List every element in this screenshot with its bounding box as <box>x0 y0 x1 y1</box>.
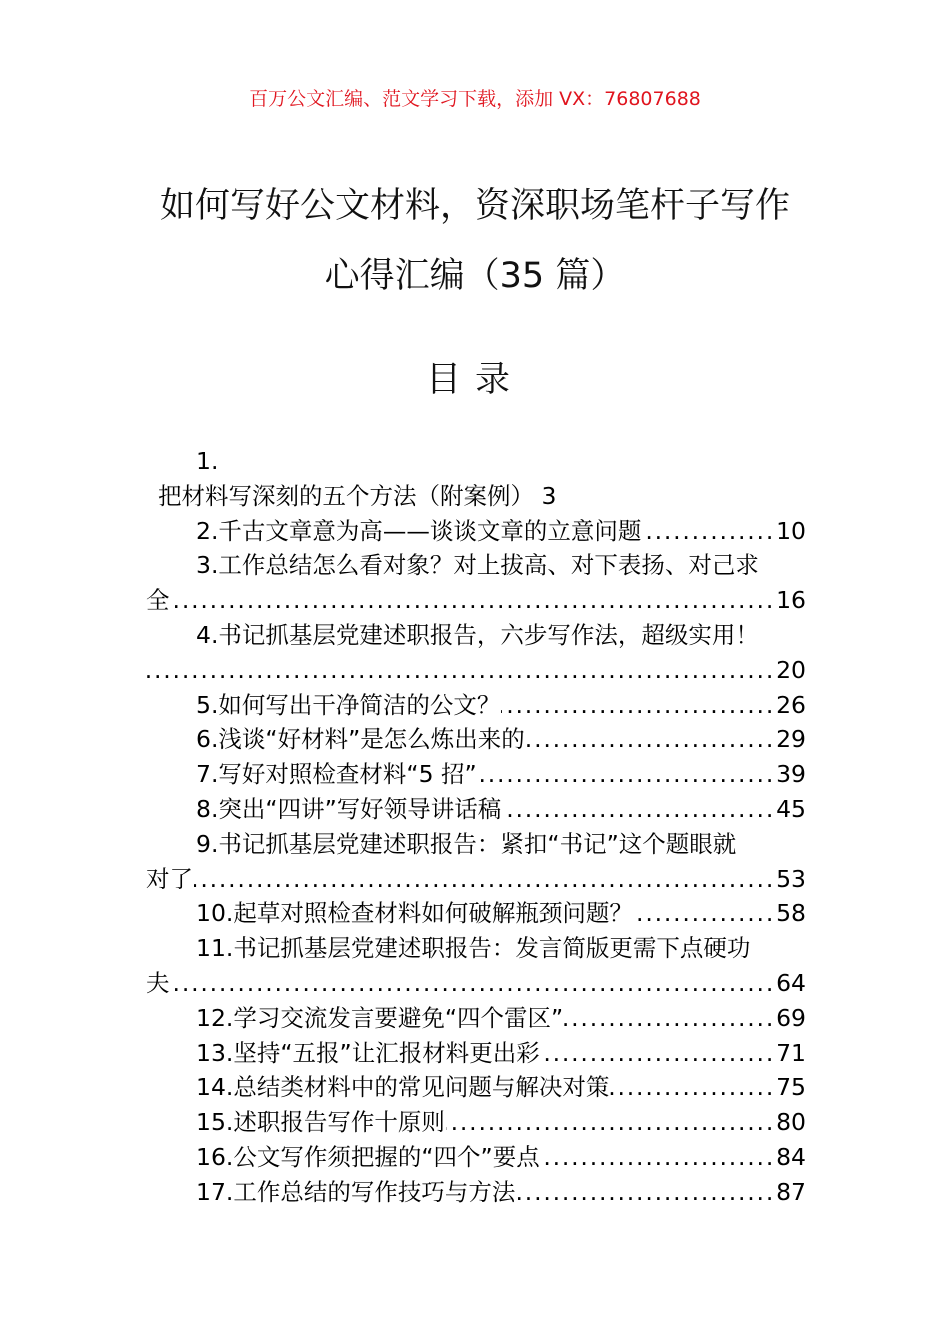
toc-leader-dots <box>501 688 775 723</box>
toc-entry-8[interactable]: 8. 突出“四讲”写好领导讲话稿 ..... 45 <box>146 792 806 827</box>
toc-leader-dots <box>526 722 775 757</box>
toc-entry-6[interactable]: 6. 浅谈“好材料”是怎么炼出来的 ..... 29 <box>146 722 806 757</box>
toc-heading: 目录 <box>425 360 524 400</box>
toc-entry-5[interactable]: 5. 如何写出干净简洁的公文？ ..... 26 <box>146 688 806 723</box>
toc-entry-9-line-1[interactable]: 9.书记抓基层党建述职报告：紧扣“书记”这个题眼就 <box>196 829 737 858</box>
toc-entry-page: 16 <box>776 586 806 615</box>
toc-leader-dots <box>516 1175 775 1210</box>
toc-leader-dots <box>541 1140 775 1175</box>
toc-entry-2[interactable] <box>146 514 806 549</box>
toc-leader-dots <box>541 1036 775 1071</box>
toc-entry-page: 20 <box>776 655 806 684</box>
toc-entry-13[interactable]: 13. 坚持“五报”让汇报材料更出彩 ..... 71 <box>146 1036 806 1071</box>
toc-leader-dots <box>610 1070 775 1105</box>
toc-leader-dots <box>642 514 775 549</box>
toc-entry-11-line-1[interactable]: 11.书记抓基层党建述职报告：发言简版更需下点硬功 <box>196 934 751 963</box>
toc-entry-3-line-1[interactable]: 3.工作总结怎么看对象？对上拔高、对下表扬、对己求 <box>196 551 759 580</box>
toc-entry-4-line-1[interactable]: 4.书记抓基层党建述职报告，六步写作法，超级实用！ <box>196 620 759 649</box>
toc-leader-dots <box>634 896 775 931</box>
toc-entry-12[interactable]: 12. 学习交流发言要避免“四个雷区” ..... 69 <box>146 1001 806 1036</box>
toc-entry-15[interactable]: 15. 述职报告写作十原则 ..... 80 <box>146 1105 806 1140</box>
toc-leader-dots <box>194 862 775 897</box>
toc-entry-7[interactable]: 7. 写好对照检查材料“5 招” ..... 39 <box>146 757 806 792</box>
toc-entry-17[interactable]: 17. 工作总结的写作技巧与方法 ..... 87 <box>146 1175 806 1210</box>
toc-entry-number: 2. <box>196 516 219 545</box>
toc-leader-dots <box>478 757 775 792</box>
toc-leader-dots <box>171 966 776 1001</box>
toc-leader-dots <box>147 653 775 688</box>
toc-entry-1[interactable]: 把材料写深刻的五个方法（附案例） 3 <box>158 481 557 510</box>
toc-entry-16[interactable]: 16. 公文写作须把握的“四个”要点 ..... 84 <box>146 1140 806 1175</box>
toc-entry-11-line-2[interactable]: 夫 ..... 64 <box>146 966 806 1001</box>
document-title-line-1: 如何写好公文材料，资深职场笔杆子写作 <box>159 186 790 226</box>
download-notice: 百万公文汇编、范文学习下载，添加 VX：76807688 <box>249 88 701 110</box>
toc-entry-1-number[interactable]: 1. <box>196 447 219 475</box>
toc-entry-14[interactable]: 14. 总结类材料中的常见问题与解决对策 ..... 75 <box>146 1070 806 1105</box>
toc-leader-dots <box>564 1001 775 1036</box>
toc-entry-4-line-2[interactable] <box>146 653 806 688</box>
toc-entry-3-line-2[interactable]: 全 ..... 16 <box>146 583 806 618</box>
toc-entry-title: 千古文章意为高——谈谈文章的立意问题 <box>218 516 642 545</box>
toc-leader-dots <box>502 792 775 827</box>
toc-leader-dots <box>171 583 776 618</box>
document-title-line-2: 心得汇编（35 篇） <box>324 256 626 296</box>
table-of-contents <box>146 444 806 1210</box>
toc-entry-page: 10 <box>776 516 806 545</box>
toc-entry-10[interactable]: 10. 起草对照检查材料如何破解瓶颈问题？ ..... 58 <box>146 896 806 931</box>
toc-entry-9-line-2[interactable]: 对了 ..... 53 <box>146 862 806 897</box>
toc-leader-dots <box>446 1105 775 1140</box>
